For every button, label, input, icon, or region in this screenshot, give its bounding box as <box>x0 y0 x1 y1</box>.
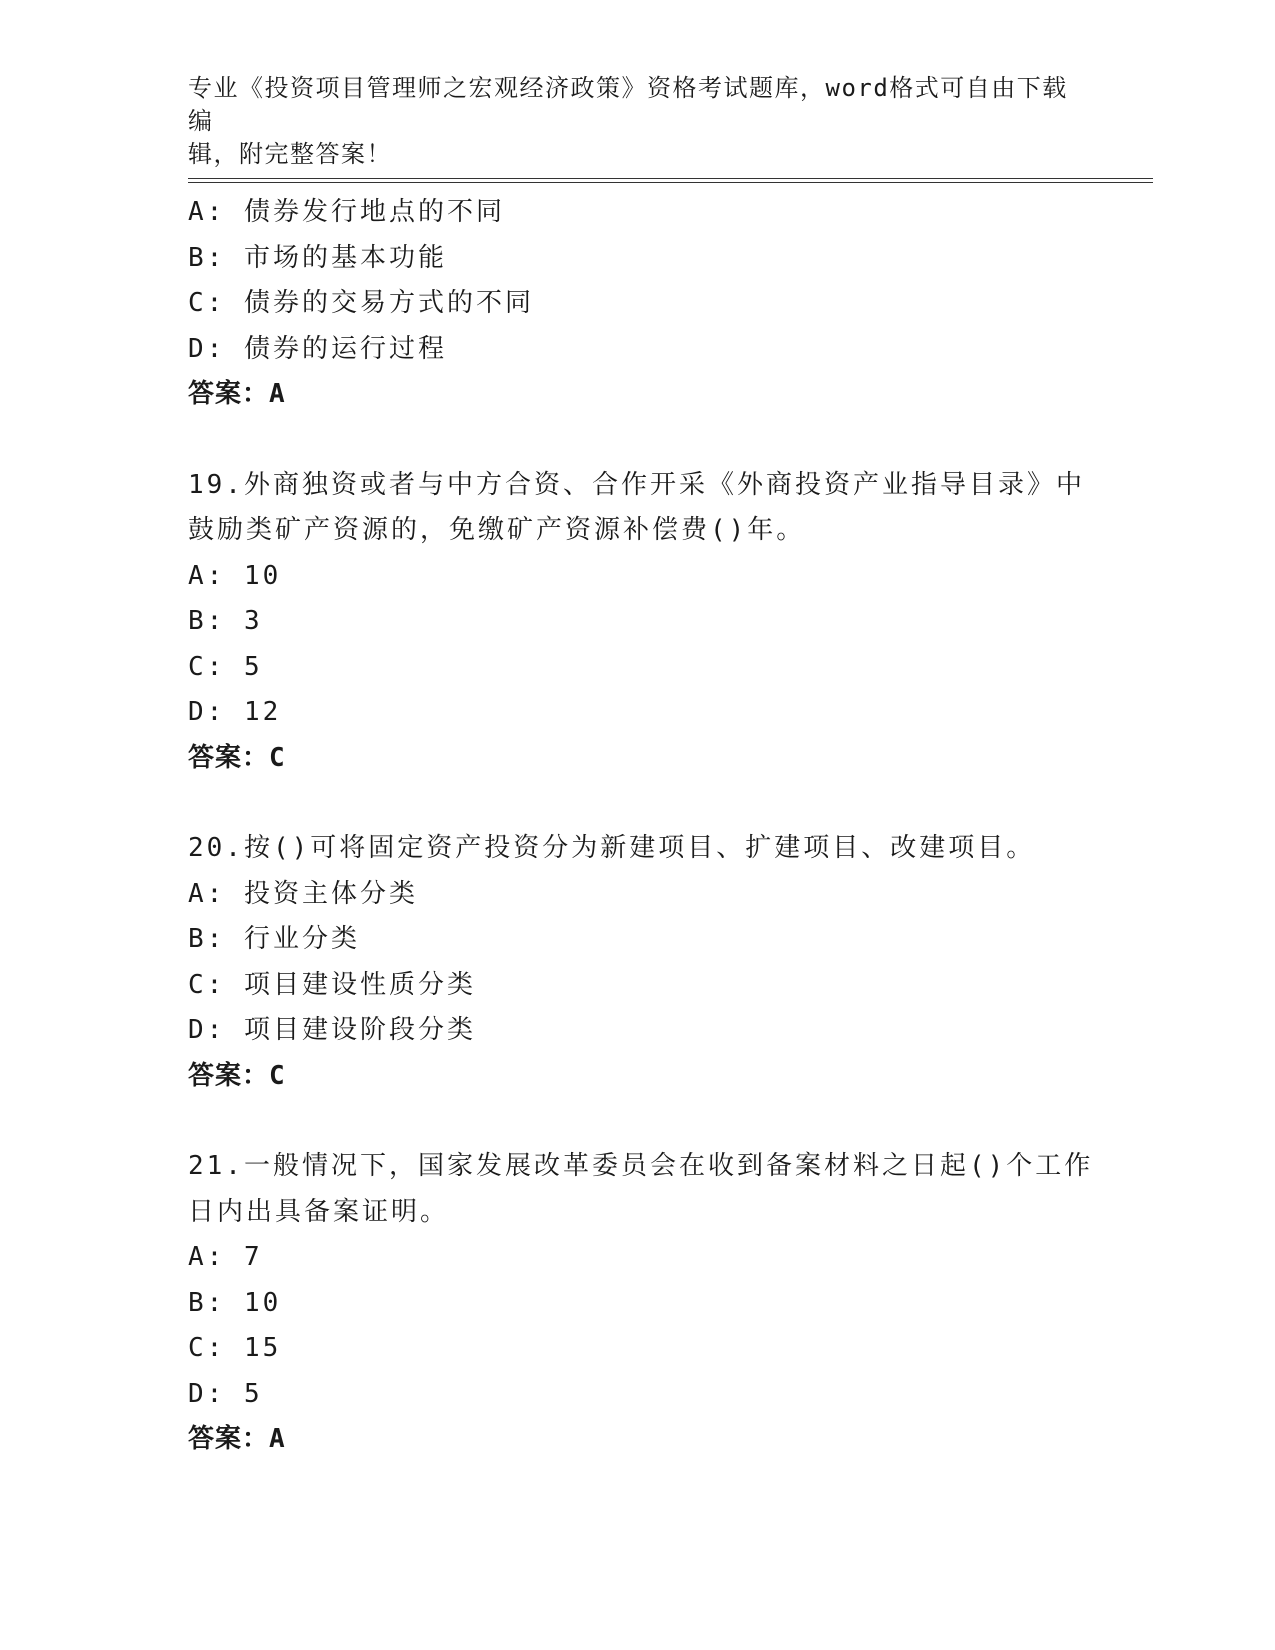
answer: 答案：A <box>188 1424 286 1454</box>
question-text-line-1: 20.按()可将固定资产投资分为新建项目、扩建项目、改建项目。 <box>188 833 1036 863</box>
header-line-1: 专业《投资项目管理师之宏观经济政策》资格考试题库，word格式可自由下载编 <box>188 74 1068 135</box>
option-d: D: 项目建设阶段分类 <box>188 1015 476 1045</box>
answer: 答案：C <box>188 742 286 773</box>
question-text-line-2: 鼓励类矿产资源的，免缴矿产资源补偿费()年。 <box>188 515 806 545</box>
question-text-line-2: 日内出具备案证明。 <box>188 1196 450 1227</box>
option-b: B: 10 <box>188 1287 282 1318</box>
question-text-line-1: 19.外商独资或者与中方合资、合作开采《外商投资产业指导目录》中 <box>188 469 1085 500</box>
question-text-line-1: 21.一般情况下，国家发展改革委员会在收到备案材料之日起()个工作 <box>188 1151 1094 1181</box>
question-20 <box>188 826 1088 1099</box>
option-c: C: 5 <box>188 651 263 682</box>
document-header <box>188 72 1088 171</box>
option-c: C: 债券的交易方式的不同 <box>188 288 534 318</box>
option-d: D: 5 <box>188 1378 263 1409</box>
option-c: C: 15 <box>188 1333 282 1363</box>
option-a: A: 投资主体分类 <box>188 878 418 909</box>
option-d: D: 12 <box>188 697 282 727</box>
question-list <box>188 190 1094 1463</box>
option-d: D: 债券的运行过程 <box>188 333 447 364</box>
option-b: B: 行业分类 <box>188 924 360 954</box>
option-a: A: 债券发行地点的不同 <box>188 197 505 227</box>
question-18 <box>188 190 1088 418</box>
header-divider <box>188 178 1153 183</box>
option-c: C: 项目建设性质分类 <box>188 969 476 1000</box>
answer: 答案：A <box>188 379 286 409</box>
option-b: B: 市场的基本功能 <box>188 242 447 273</box>
option-b: B: 3 <box>188 606 263 636</box>
header-line-2: 辑，附完整答案！ <box>188 140 392 168</box>
answer: 答案：C <box>188 1060 286 1091</box>
question-21 <box>188 1144 1094 1463</box>
option-a: A: 10 <box>188 560 282 591</box>
option-a: A: 7 <box>188 1242 263 1272</box>
question-19 <box>188 463 1088 782</box>
